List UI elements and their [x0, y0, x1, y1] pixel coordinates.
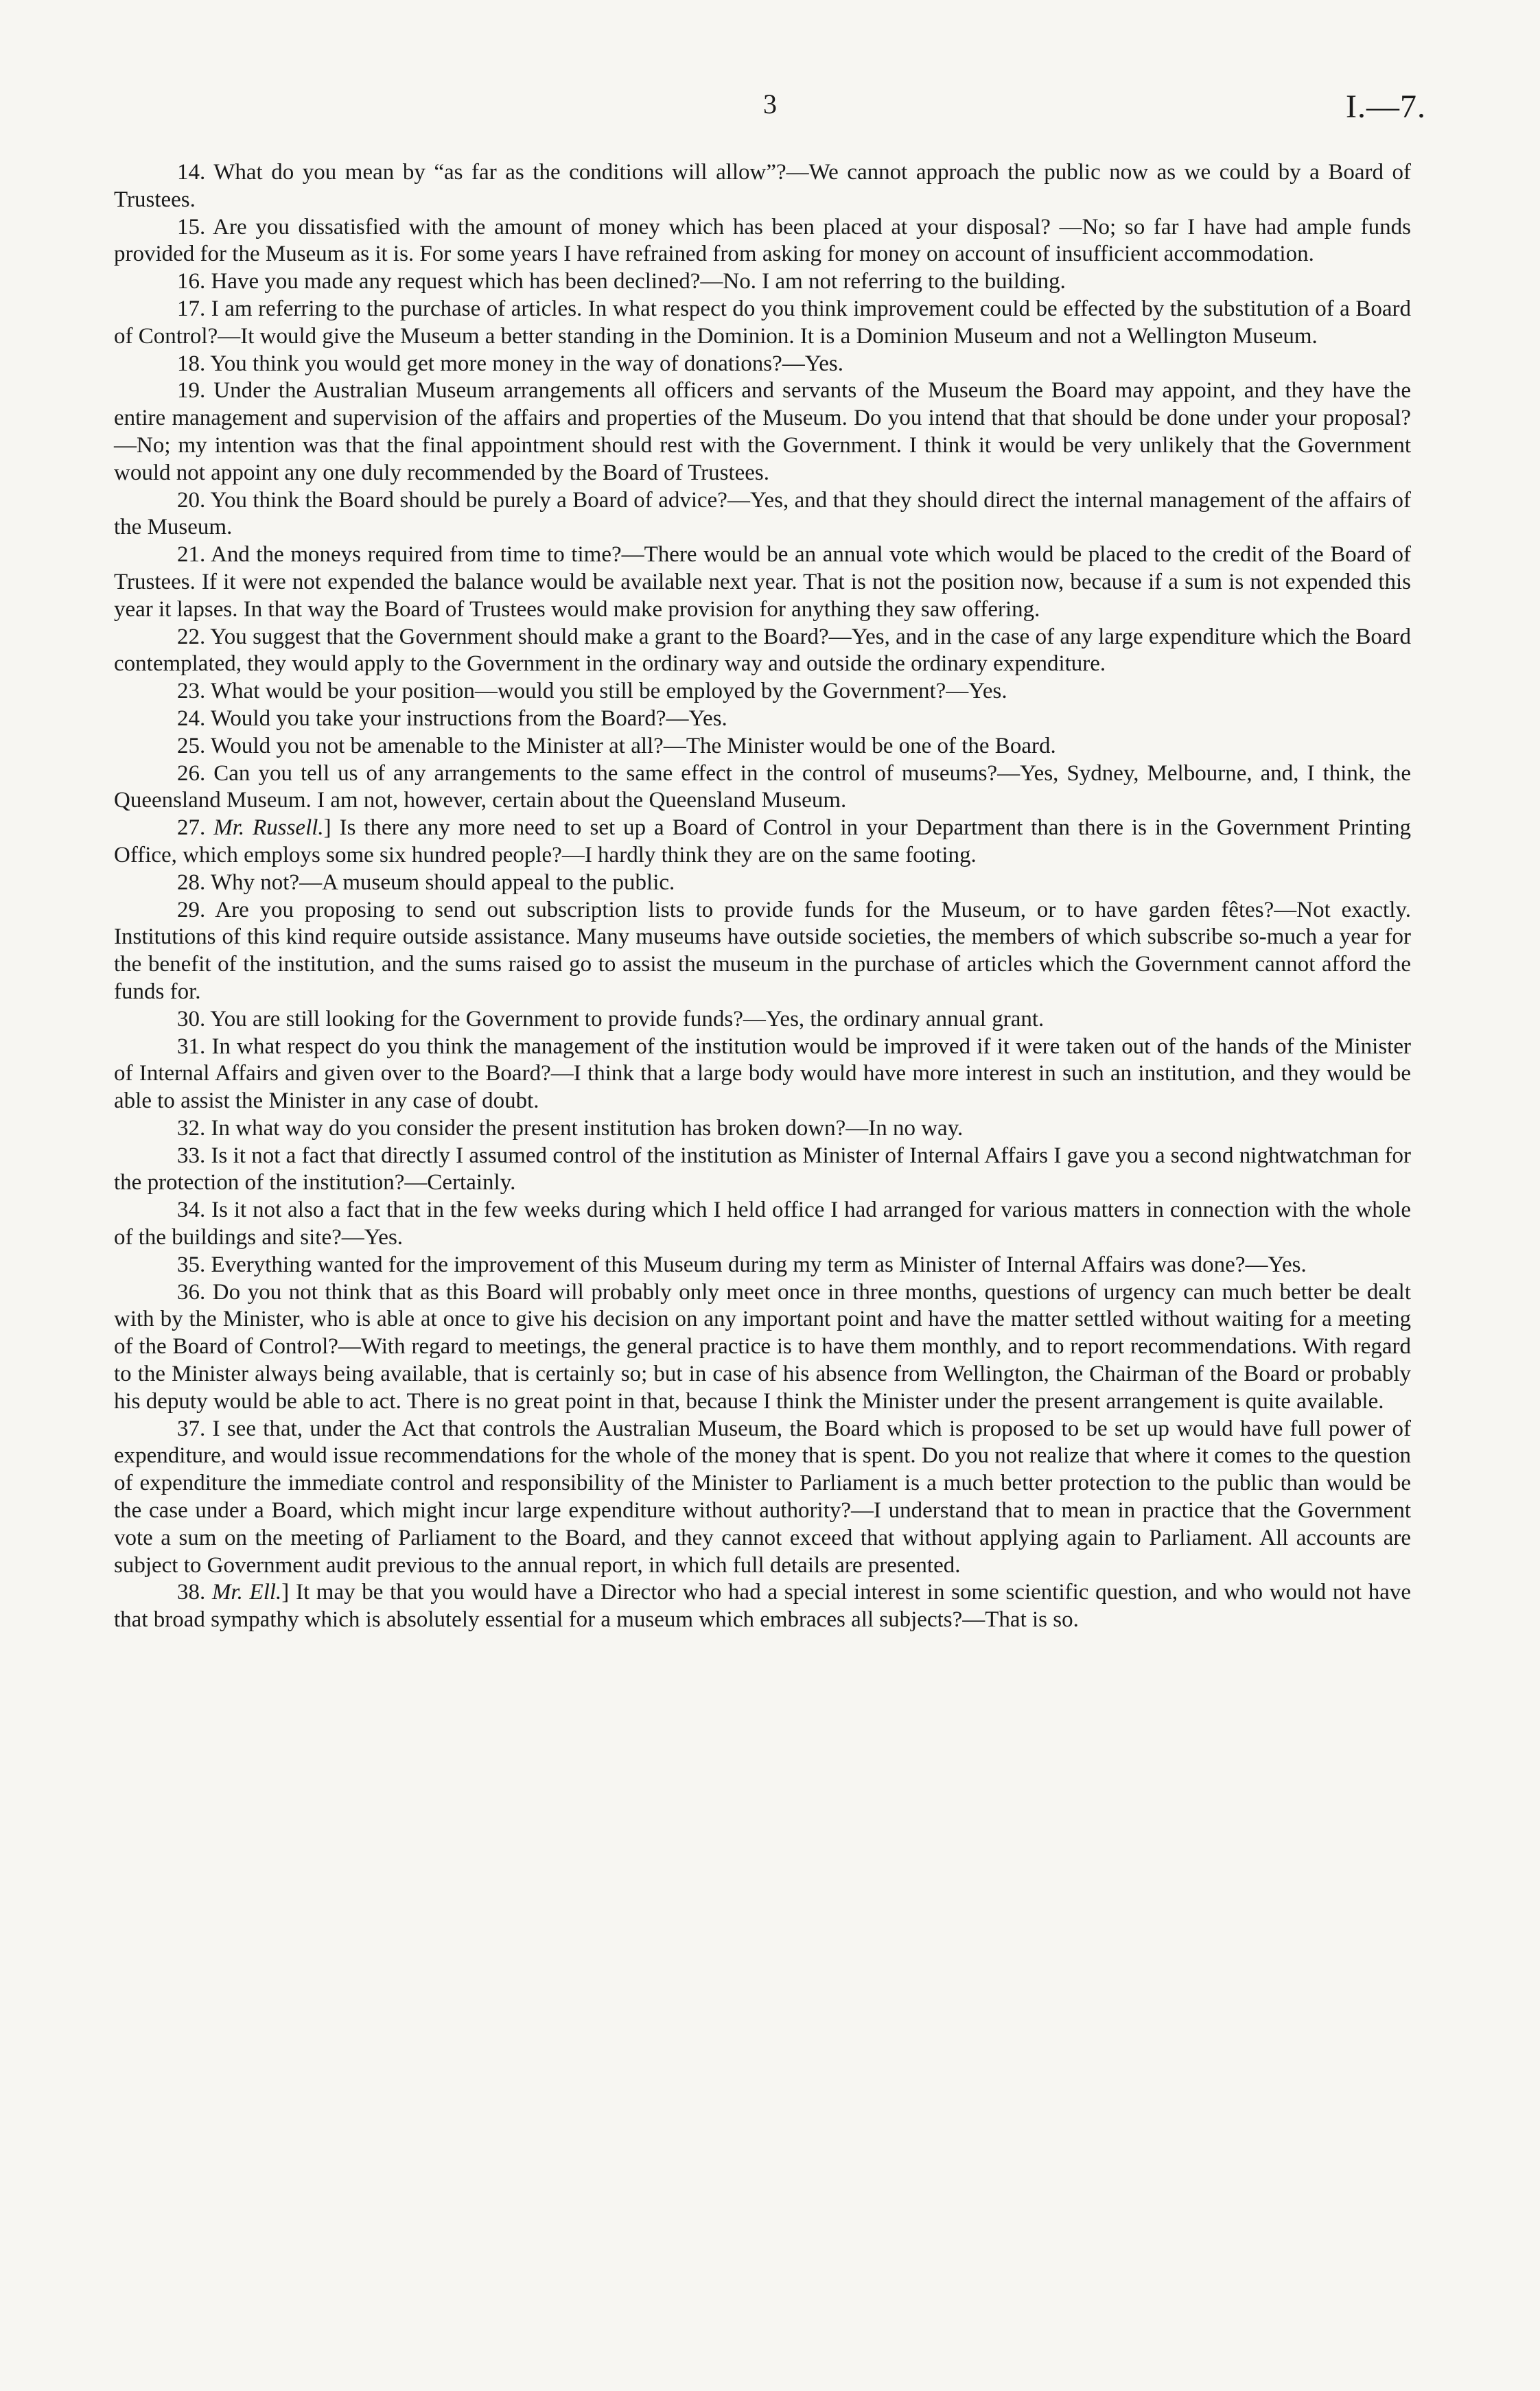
paragraph-text: ] It may be that you would have a Director who had a special interest in some scientific question, and who would not have that broad sympathy which is absolutely essential for a museum which embraces all subjects?—That is so.: [114, 1580, 1412, 1633]
paragraph-q20: 20. You think the Board should be purely a Board of advice?—Yes, and that they should direct the internal management of the affairs of the Museum.: [114, 487, 1411, 540]
paragraph-q36: 36. Do you not think that as this Board will probably only meet once in three months, questions of urgency can much better be dealt with by the Minister, who is able at once to give his decision on any important point and have the matter settled without waiting for a meeting of the Board of Control?—With regard to meetings, the general practice is to have them monthly, and to report recommendations. With regard to the Minister always being available, that is certainly so; but in case of his absence from Wellington, the Chairman of the Board or probably his deputy would be able to act. There is no great point in that, because I think the Minister under the present arrangement is quite available.: [114, 1279, 1411, 1414]
paragraph-q34: 34. Is it not also a fact that in the few weeks during which I held office I had arranged for various matters in connection with the whole of the buildings and site?—Yes.: [114, 1198, 1411, 1250]
speaker-name: Mr. Ell.: [211, 1580, 282, 1605]
paragraph-q33: 33. Is it not a fact that directly I assumed control of the institution as Minister of Internal Affairs I gave you a second nightwatchman for the protection of the institution?—Certainly.: [114, 1143, 1411, 1196]
paragraph-q37: 37. I see that, under the Act that controls the Australian Museum, the Board which is proposed to be set up would have full power of expenditure, and would issue recommendations for the whole of the money that is spent. Do you not realize that where it comes to the question of expenditure the immediate control and responsibility of the Minister to Parliament is a much better protection to the public than would be the case under a Board, which might incur large expenditure without authority?—I understand that to mean in practice that the Government vote a sum on the meeting of Parliament to the Board, and they cannot exceed that without applying again to Parliament. All accounts are subject to Government audit previous to the annual report, in which full details are presented.: [114, 1416, 1411, 1578]
paragraph-q21: 21. And the moneys required from time to time?—There would be an annual vote which would be placed to the credit of the Board of Trustees. If it were not expended the balance would be available next year. That is not the position now, because if a sum is not expended this year it lapses. In that way the Board of Trustees would make provision for anything they saw offering.: [114, 542, 1411, 622]
paragraph-q16: 16. Have you made any request which has been declined?—No. I am not referring to the building.: [177, 269, 1066, 294]
paragraph-q31: 31. In what respect do you think the management of the institution would be improved if it were taken out of the hands of the Minister of Internal Affairs and given over to the Board?—I think that a large body would have more interest in such an institution, and they would be able to assist the Minister in any case of doubt.: [114, 1034, 1411, 1114]
paragraph-q22: 22. You suggest that the Government should make a grant to the Board?—Yes, and in the case of any large expenditure which the Board contemplated, they would apply to the Government in the ordinary way and outside the ordinary expenditure.: [114, 624, 1411, 677]
page-header: [114, 88, 1426, 129]
paragraph-q30: 30. You are still looking for the Government to provide funds?—Yes, the ordinary annual grant.: [177, 1006, 1045, 1031]
paragraph-q25: 25. Would you not be amenable to the Minister at all?—The Minister would be one of the Board.: [177, 733, 1056, 758]
text-body: [114, 159, 1411, 1634]
question-number: 27.: [177, 815, 214, 841]
paragraph-q24: 24. Would you take your instructions from the Board?—Yes.: [177, 705, 727, 731]
paragraph-q14: 14. What do you mean by “as far as the conditions will allow”?—We cannot approach the public now as we could by a Board of Trustees.: [114, 160, 1411, 212]
paragraph-q19: 19. Under the Australian Museum arrangements all officers and servants of the Museum the Board may appoint, and they have the entire management and supervision of the affairs and properties of the Museum. Do you intend that that should be done under your proposal?—No; my intention was that the final appointment should rest with the Government. I think it would be very unlikely that the Government would not appoint any one duly recommended by the Board of Trustees.: [114, 378, 1411, 485]
paragraph-q23: 23. What would be your position—would you still be employed by the Government?—Yes.: [177, 679, 1007, 704]
paragraph-q32: 32. In what way do you consider the present institution has broken down?—In no way.: [177, 1115, 964, 1141]
paragraph-q17: 17. I am referring to the purchase of articles. In what respect do you think improvement could be effected by the substitution of a Board of Control?—It would give the Museum a better standing in the Dominion. It is a Dominion Museum and not a Wellington Museum.: [114, 296, 1411, 349]
paragraph-q27: [114, 815, 1411, 870]
paragraph-q29: 29. Are you proposing to send out subscription lists to provide funds for the Museum, or to have garden fêtes?—Not exactly. Institutions of this kind require outside assistance. Many museums have outside societies, the members of which subscribe so-much a year for the benefit of the institution, and the sums raised go to assist the museum in the purchase of articles which the Government cannot afford the funds for.: [114, 897, 1411, 1004]
paragraph-q15: 15. Are you dissatisfied with the amount of money which has been placed at your disposal? —No; so far I have had ample funds provided for the Museum as it is. For some years I have refrained from asking for money on account of insufficient accommodation.: [114, 214, 1411, 267]
question-number: 38.: [177, 1580, 212, 1605]
paragraph-q26: 26. Can you tell us of any arrangements to the same effect in the control of museums?—Yes, Sydney, Melbourne, and, I think, the Queensland Museum. I am not, however, certain about the Queensland Museum.: [114, 760, 1411, 813]
paragraph-q35: 35. Everything wanted for the improvement of this Museum during my term as Minister of Internal Affairs was done?—Yes.: [177, 1252, 1307, 1277]
paragraph-q28: 28. Why not?—A museum should appeal to the public.: [177, 870, 675, 895]
paragraph-text: ] Is there any more need to set up a Board of Control in your Department than there is in the Government Printing Office, which employs some six hundred people?—I hardly think they are on the same footing.: [114, 815, 1412, 867]
page-number: 3: [763, 89, 777, 119]
speaker-name: Mr. Russell.: [213, 815, 324, 841]
document-reference: I.—7.: [1346, 89, 1426, 125]
paragraph-q18: 18. You think you would get more money in the way of donations?—Yes.: [177, 351, 844, 376]
paragraph-q38: [114, 1579, 1411, 1634]
